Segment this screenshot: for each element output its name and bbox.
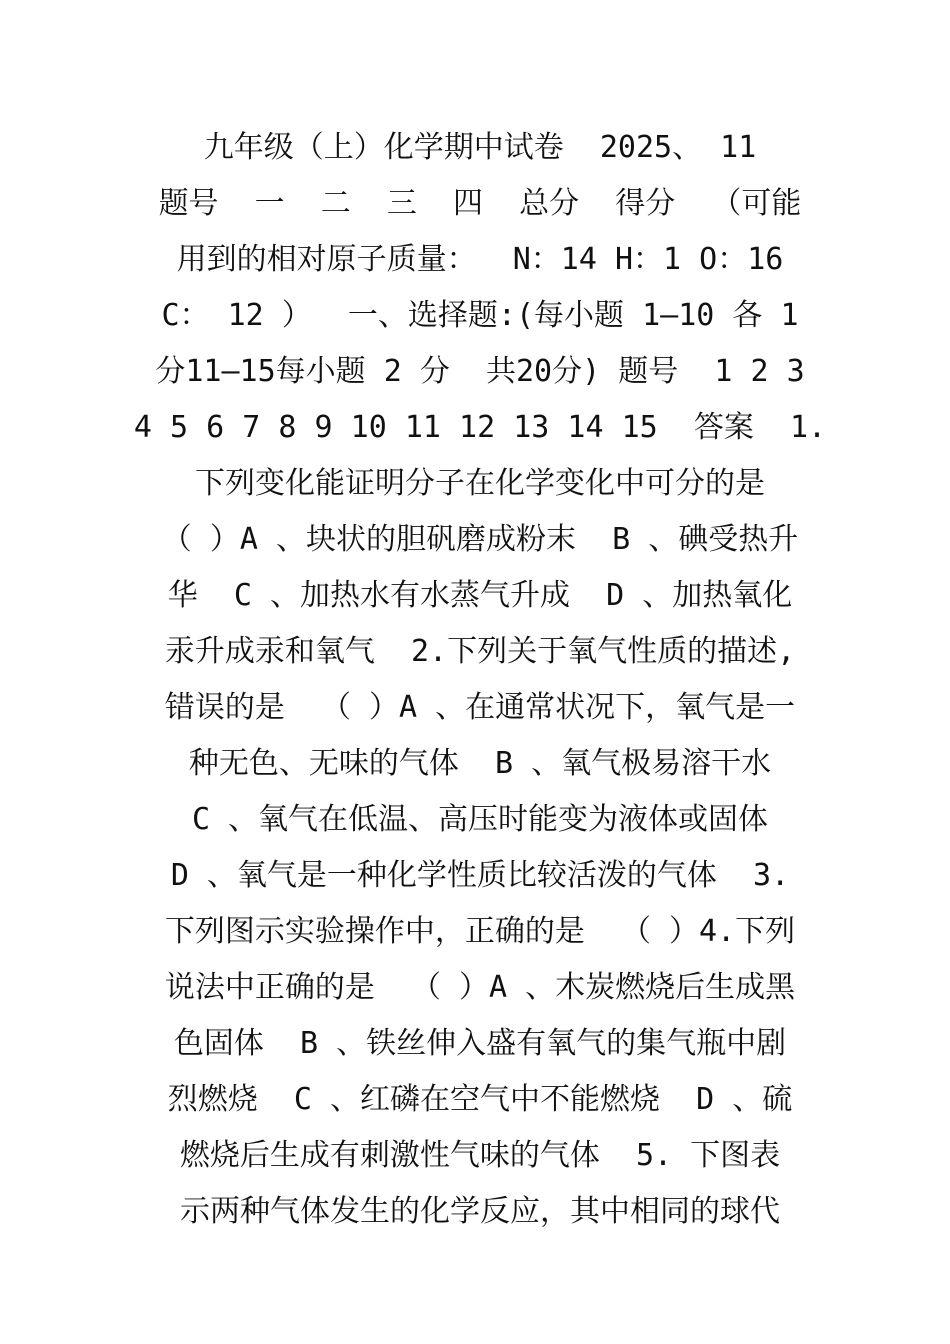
text-line: 汞升成汞和氧气 2.下列关于氧气性质的描述, [164, 634, 796, 669]
text-line: 下列图示实验操作中，正确的是 （ ）4.下列 [164, 914, 796, 949]
text-line: 种无色、无味的气体 B 、氧气极易溶干水 [188, 746, 772, 781]
text-line: 色固体 B 、铁丝伸入盛有氧气的集气瓶中剧 [173, 1026, 787, 1061]
text-line: 4 5 6 7 8 9 10 11 12 13 14 15 答案 1. [133, 410, 827, 445]
text-line: （ ）A 、块状的胆矾磨成粉末 B 、碘受热升 [161, 522, 799, 557]
text-line: 下列变化能证明分子在化学变化中可分的是 [195, 466, 765, 501]
text-line: 题号 一 二 三 四 总分 得分 （可能 [158, 186, 802, 221]
text-line: 华 C 、加热水有水蒸气升成 D 、加热氧化 [167, 578, 793, 613]
text-line: 示两种气体发生的化学反应，其中相同的球代 [180, 1194, 780, 1229]
text-line: 燃烧后生成有刺激性气味的气体 5. 下图表 [179, 1138, 781, 1173]
text-line: C 、氧气在低温、高压时能变为液体或固体 [191, 802, 769, 837]
text-line: 错误的是 （ ）A 、在通常状况下，氧气是一 [164, 690, 796, 725]
text-line: 说法中正确的是 （ ）A 、木炭燃烧后生成黑 [164, 970, 796, 1005]
text-line: 分11—15每小题 2 分 共20分) 题号 1 2 3 [155, 354, 805, 389]
text-line: C： 12 ） 一、选择题:(每小题 1—10 各 1 [161, 298, 799, 333]
text-line: 用到的相对原子质量： N：14 H：1 O：16 [176, 242, 784, 277]
text-line: 九年级（上）化学期中试卷 2025、 11 [203, 130, 757, 165]
text-line: 烈燃烧 C 、红磷在空气中不能燃烧 D 、硫 [167, 1082, 793, 1117]
text-line: D 、氧气是一种化学性质比较活泼的气体 3. [170, 858, 790, 893]
